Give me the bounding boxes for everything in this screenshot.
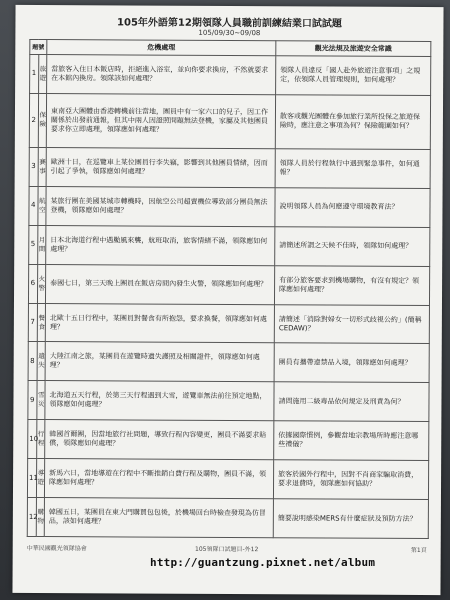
question-number: 3 [29, 147, 38, 186]
question-number: 8 [28, 342, 37, 381]
header-crisis: 危機處理 [47, 40, 276, 56]
crisis-question: 北歐十五日行程中，某團員對餐食有所抱怨，要求換餐，領隊應如何處理？ [45, 303, 274, 343]
crisis-question: 東南亞大團體由香港轉機前往當地，團員中有一家六口的兒子，因工作關係於出發前通報，但其中兩人因證照問題無法登機，家屬及其他團員要求你立即處理，領隊應如何處理？ [46, 93, 275, 148]
question-category: 月間 [37, 225, 46, 264]
question-number: 1 [30, 54, 39, 93]
crisis-question: 韓國五日，某團員在東大門購買包包後，於機場回台時檢查發現為仿冒品，該如何處理？ [44, 498, 273, 538]
exam-paper [12, 5, 443, 595]
regulation-question: 請問施用二級毒品依何規定及刑責為何？ [274, 382, 429, 422]
crisis-question: 北海道五天行程，於第三天行程遇到大雪，遊覽車無法前往預定地點，領隊應如何處理？ [45, 381, 274, 421]
header-number: 題號 [30, 39, 47, 54]
table-row [29, 186, 430, 227]
watermark-url: http://guantzung.pixnet.net/album [150, 556, 376, 569]
crisis-question: 泰國七日，第三天晚上團員在飯店房間內發生火警，領隊應如何處理？ [45, 264, 274, 304]
regulation-question: 依據國際慣例，參觀當地宗教場所時應注意哪些禮儀？ [274, 421, 429, 461]
question-number: 11 [27, 459, 36, 498]
table-row [28, 381, 429, 422]
question-category: 航空 [37, 186, 46, 225]
question-number: 6 [28, 264, 37, 303]
question-number: 9 [28, 381, 37, 420]
regulation-question: 領隊人員違反「國人赴外旅遊注意事項」之規定，依領隊人員管理規則，如何處理？ [276, 56, 431, 96]
table-row [29, 225, 430, 266]
question-number: 7 [28, 303, 37, 342]
crisis-question: 歐洲十日，在巡覽車上某位團員行李失竊，影響到其他團員情緒，因而引起了爭執，領隊應如何處理？ [46, 148, 275, 188]
question-number: 12 [27, 497, 36, 536]
regulation-question: 請簡述「消除對婦女一切形式歧視公約」(簡稱CEDAW)？ [274, 304, 429, 344]
table-row [27, 459, 428, 500]
question-number: 4 [29, 186, 38, 225]
question-category: 保險 [38, 93, 47, 147]
regulation-question: 請簡述所謂之天候不佳時，領隊如何處理？ [275, 227, 430, 267]
regulation-question: 說明領隊人員為何應遵守環境教育法？ [275, 188, 430, 228]
question-category: 雪災 [36, 381, 45, 420]
table-row [29, 147, 430, 188]
header-regulations: 觀光法規及旅遊安全常識 [276, 41, 431, 57]
crisis-question: 日本北海道行程中遇颱風來襲，航班取消，旅客情緒不滿，領隊應如何處理？ [46, 225, 275, 265]
crisis-question: 大陸江南之旅，某團員在遊覽時遺失護照及相關證件，領隊應如何處理？ [45, 342, 274, 382]
question-category: 購物 [36, 498, 45, 537]
question-number: 2 [29, 93, 38, 147]
table-row [28, 264, 429, 305]
document-date: 105/09/30~09/08 [198, 28, 261, 38]
footer-organization: 中華民國觀光領隊協會 [26, 544, 87, 553]
table-row [28, 420, 429, 461]
regulation-question: 散客或觀光團體在參加旅行業所投保之旅遊保險時，應注意之事項為何？保險範圍如何？ [275, 95, 430, 150]
regulation-question: 簡要說明感染MERS有什麼症狀及預防方法？ [273, 499, 428, 539]
regulation-question: 團員有攜帶違禁品入境，領隊應如何處理？ [274, 343, 429, 383]
regulation-question: 有部分旅客要求到機場購物，有沒有規定？領隊應如何處理？ [274, 265, 429, 305]
question-category: 賽事 [38, 148, 47, 187]
regulation-question: 旅客於國外行程中，因對不肖商家騙取消費，要求退費時，領隊應如何協助？ [273, 460, 428, 500]
crisis-question: 韓國首爾團，因當地旅行社問題，導致行程內容變更，團員不滿要求賠償，領隊應如何處理？ [45, 420, 274, 460]
table-row [27, 497, 428, 538]
question-category: 行程 [36, 420, 45, 459]
crisis-question: 當旅客入住日本飯店時，拒絕進入浴室，並向你要求換房，不然就要求在本館內換房。領隊該如何處理？ [47, 55, 276, 95]
question-category: 旅遊 [38, 55, 47, 94]
table-row [30, 54, 431, 95]
table-row [28, 303, 429, 344]
footer-exam-code: 105領隊口試題目-外12 [195, 545, 259, 554]
table-row [29, 93, 430, 149]
question-number: 5 [29, 225, 38, 264]
regulation-question: 領隊人員於行程執行中遇到緊急事件，如何通報？ [275, 149, 430, 189]
footer-page-number: 第1頁 [410, 546, 427, 555]
question-table [27, 39, 432, 539]
crisis-question: 新馬六日，當地導遊在行程中不斷推銷自費行程及購物，團員不滿，領隊應如何處理？ [44, 459, 273, 499]
question-category: 導遊 [36, 459, 45, 498]
question-category: 遺失 [37, 342, 46, 381]
document-title: 105年外語第12期領隊人員職前訓練結業口試試題 [117, 17, 342, 30]
crisis-question: 某旅行團在美國某城市轉機時，因航空公司超賣機位導致部分團員無法登機，領隊應如何處理？ [46, 186, 275, 226]
question-category: 火警 [37, 264, 46, 303]
table-row [28, 342, 429, 383]
question-category: 餐食 [37, 303, 46, 342]
question-number: 10 [28, 420, 37, 459]
